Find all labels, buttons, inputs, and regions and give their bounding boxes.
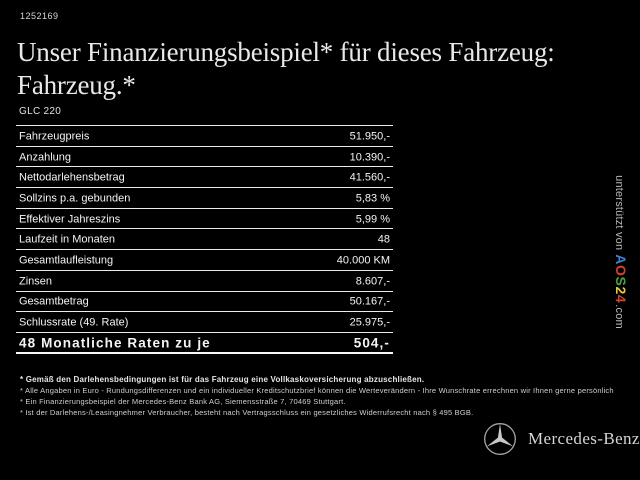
row-label: Laufzeit in Monaten	[19, 234, 116, 247]
row-label: Effektiver Jahreszins	[19, 213, 121, 226]
row-value: 51.950,-	[349, 130, 390, 143]
row-label: Gesamtbetrag	[19, 296, 89, 309]
table-row	[16, 125, 393, 146]
row-value: 5,83 %	[355, 192, 390, 205]
table-row	[16, 146, 393, 167]
support-brand	[613, 254, 629, 303]
table-row	[16, 249, 393, 270]
table-row	[16, 291, 393, 312]
table-total-row	[16, 332, 393, 354]
row-label: Sollzins p.a. gebunden	[19, 192, 131, 205]
table-row	[16, 311, 393, 332]
row-label: Nettodarlehensbetrag	[19, 171, 125, 184]
row-value: 50.167,-	[349, 296, 390, 309]
row-value: 48	[377, 234, 390, 247]
table-row	[16, 166, 393, 187]
brand-footer	[483, 422, 640, 456]
page-title-line2: Fahrzeug.*	[17, 70, 136, 100]
support-brand-letter: A	[613, 254, 629, 265]
row-value: 25.975,-	[349, 316, 390, 329]
row-label: Schlussrate (49. Rate)	[19, 316, 129, 329]
total-row-value: 504,-	[353, 335, 390, 351]
table-row	[16, 187, 393, 208]
row-label: Anzahlung	[19, 151, 71, 164]
row-value: 10.390,-	[349, 151, 390, 164]
row-value: 40.000 KM	[336, 254, 390, 267]
support-prefix: unterstützt von	[613, 175, 625, 251]
support-brand-letter: 4	[613, 294, 629, 304]
document-id: 1252169	[20, 11, 59, 21]
vehicle-model: GLC 220	[19, 106, 62, 117]
row-label: Fahrzeugpreis	[19, 130, 90, 143]
mercedes-star-icon	[483, 422, 517, 456]
total-row-label: 48 Monatliche Raten zu je	[19, 335, 211, 351]
row-value: 41.560,-	[349, 171, 390, 184]
row-value: 8.607,-	[355, 275, 390, 288]
footnote-insurance: * Gemäß den Darlehensbedingungen ist für das Fahrzeug eine Vollkaskoversicherung abzuschließen.	[20, 375, 425, 384]
table-row	[16, 208, 393, 229]
support-brand-letter: O	[613, 265, 629, 277]
finance-table	[16, 125, 393, 354]
table-row	[16, 270, 393, 291]
footnote-bank: * Ein Finanzierungsbeispiel der Mercedes-Benz Bank AG, Siemensstraße 7, 70469 Stuttgart.	[20, 397, 346, 406]
footnotes	[20, 374, 620, 418]
page-title	[17, 36, 555, 102]
row-label: Zinsen	[19, 275, 53, 288]
row-label: Gesamtlaufleistung	[19, 254, 114, 267]
page-title-line1: Unser Finanzierungsbeispiel* für dieses Fahrzeug:	[17, 37, 555, 67]
support-brand-letter: 2	[613, 286, 629, 295]
table-row	[16, 228, 393, 249]
mercedes-wordmark: Mercedes-Benz	[528, 429, 640, 448]
support-watermark	[613, 152, 629, 352]
row-value: 5,99 %	[355, 213, 390, 226]
support-suffix: .com	[613, 304, 625, 329]
support-brand-letter: S	[613, 276, 629, 287]
footnote-widerruf: * Ist der Darlehens-/Leasingnehmer Verbraucher, besteht nach Vertragsschluss ein gesetzliches Widerrufsrecht nach § 495 BGB.	[20, 408, 474, 417]
footnote-disclaimer: * Alle Angaben in Euro - Rundungsdifferenzen und ein individueller Kreditschutzbrief können die Werteverändern - Ihre Wunschrate errechnen wir Ihnen gerne persönlich	[20, 386, 614, 395]
